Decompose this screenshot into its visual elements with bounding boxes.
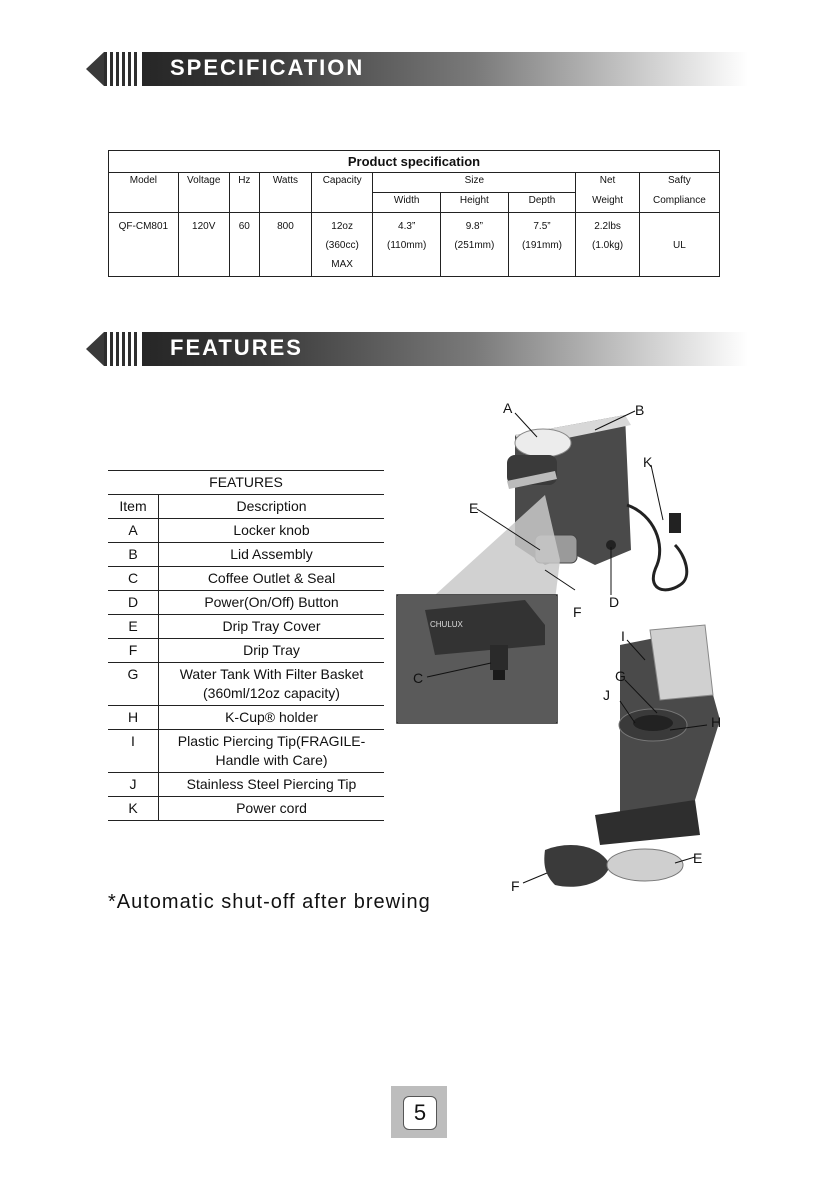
callout-j: J — [603, 687, 610, 703]
table-row — [108, 663, 384, 706]
header-height: Height — [441, 193, 509, 213]
callout-f: F — [573, 604, 582, 620]
row-description: Power cord — [159, 797, 385, 821]
capacity-line-1: 12oz — [331, 221, 353, 232]
row-item: B — [108, 543, 159, 567]
page-number-box — [391, 1086, 447, 1138]
stripes-decoration — [104, 52, 140, 86]
row-item: I — [108, 730, 159, 773]
table-row — [108, 773, 384, 797]
machine-open-view — [595, 625, 720, 845]
cell-model: QF-CM801 — [109, 213, 179, 277]
callout-b: B — [635, 402, 645, 418]
page-number: 5 — [403, 1096, 437, 1130]
section-title: SPECIFICATION — [170, 55, 365, 80]
callout-e-cover: E — [693, 850, 703, 866]
zoom-inset — [397, 595, 557, 723]
row-description: Plastic Piercing Tip(FRAGILE-Handle with Care) — [159, 730, 385, 773]
row-item: H — [108, 706, 159, 730]
header-watts: Watts — [259, 173, 311, 193]
row-item: C — [108, 567, 159, 591]
zoom-cone — [435, 495, 560, 600]
table-row — [108, 591, 384, 615]
callout-i: I — [621, 628, 625, 644]
row-description: Power(On/Off) Button — [159, 591, 385, 615]
row-description: Coffee Outlet & Seal — [159, 567, 385, 591]
row-description: Drip Tray Cover — [159, 615, 385, 639]
col-item-header: Item — [108, 495, 159, 519]
product-spec-table — [108, 150, 720, 277]
row-item: A — [108, 519, 159, 543]
width-in: 4.3” — [398, 221, 416, 232]
table-row — [108, 615, 384, 639]
cell-hz: 60 — [229, 213, 259, 277]
header-depth: Depth — [508, 193, 576, 213]
row-item: F — [108, 639, 159, 663]
row-description: Lid Assembly — [159, 543, 385, 567]
callout-c: C — [413, 670, 424, 686]
table-row — [108, 567, 384, 591]
features-header — [86, 332, 748, 366]
col-description-header: Description — [159, 495, 385, 519]
auto-shutoff-note: *Automatic shut-off after brewing — [108, 891, 431, 913]
table-row — [108, 730, 384, 773]
header-model: Model — [109, 173, 179, 193]
header-capacity: Capacity — [311, 173, 372, 193]
height-in: 9.8” — [465, 221, 483, 232]
safety-ul: UL — [673, 240, 686, 251]
cell-height — [441, 213, 509, 277]
depth-mm: (191mm) — [521, 240, 562, 251]
callout-h: H — [711, 714, 722, 730]
arrow-left-icon — [86, 52, 104, 86]
table-row — [108, 797, 384, 821]
table-row — [108, 543, 384, 567]
row-item: J — [108, 773, 159, 797]
row-item: K — [108, 797, 159, 821]
table-row — [108, 639, 384, 663]
header-weight: Weight — [576, 193, 639, 213]
header-safety: Safty — [639, 173, 719, 193]
table-row — [108, 519, 384, 543]
coffee-maker-diagram — [395, 395, 840, 910]
depth-in: 7.5” — [533, 221, 551, 232]
callout-g: G — [615, 668, 626, 684]
arrow-left-icon — [86, 332, 104, 366]
cell-depth — [508, 213, 576, 277]
cell-watts: 800 — [259, 213, 311, 277]
weight-lbs: 2.2lbs — [594, 221, 621, 232]
row-item: E — [108, 615, 159, 639]
capacity-line-2: (360cc) — [325, 240, 359, 251]
section-title: FEATURES — [170, 335, 303, 360]
specification-header — [86, 52, 748, 86]
brand-label: CHULUX — [430, 620, 463, 629]
cell-safety — [639, 213, 719, 277]
row-item: G — [108, 663, 159, 706]
drip-tray-cover — [607, 849, 683, 881]
weight-kg: (1.0kg) — [591, 240, 624, 251]
header-voltage: Voltage — [178, 173, 229, 193]
row-description: Drip Tray — [159, 639, 385, 663]
cell-weight — [576, 213, 639, 277]
row-description: Stainless Steel Piercing Tip — [159, 773, 385, 797]
features-table — [108, 470, 384, 821]
row-description: Locker knob — [159, 519, 385, 543]
features-table-title: FEATURES — [108, 471, 384, 495]
drip-tray — [544, 845, 610, 887]
callout-a: A — [503, 400, 513, 416]
cell-capacity — [311, 213, 372, 277]
row-item: D — [108, 591, 159, 615]
callout-e: E — [469, 500, 479, 516]
header-width: Width — [373, 193, 441, 213]
header-hz: Hz — [229, 173, 259, 193]
width-mm: (110mm) — [387, 240, 427, 251]
header-compliance: Compliance — [639, 193, 719, 213]
cell-voltage: 120V — [178, 213, 229, 277]
stripes-decoration — [104, 332, 140, 366]
capacity-line-3: MAX — [331, 259, 353, 270]
cell-width — [373, 213, 441, 277]
callout-d: D — [609, 594, 620, 610]
header-size: Size — [373, 173, 576, 193]
callout-k: K — [643, 454, 653, 470]
header-net: Net — [576, 173, 639, 193]
callout-f-tray: F — [511, 878, 520, 894]
row-description: Water Tank With Filter Basket (360ml/12oz capacity) — [159, 663, 385, 706]
height-mm: (251mm) — [454, 240, 495, 251]
row-description: K-Cup® holder — [159, 706, 385, 730]
spec-table-title: Product specification — [109, 151, 720, 173]
table-row — [108, 706, 384, 730]
